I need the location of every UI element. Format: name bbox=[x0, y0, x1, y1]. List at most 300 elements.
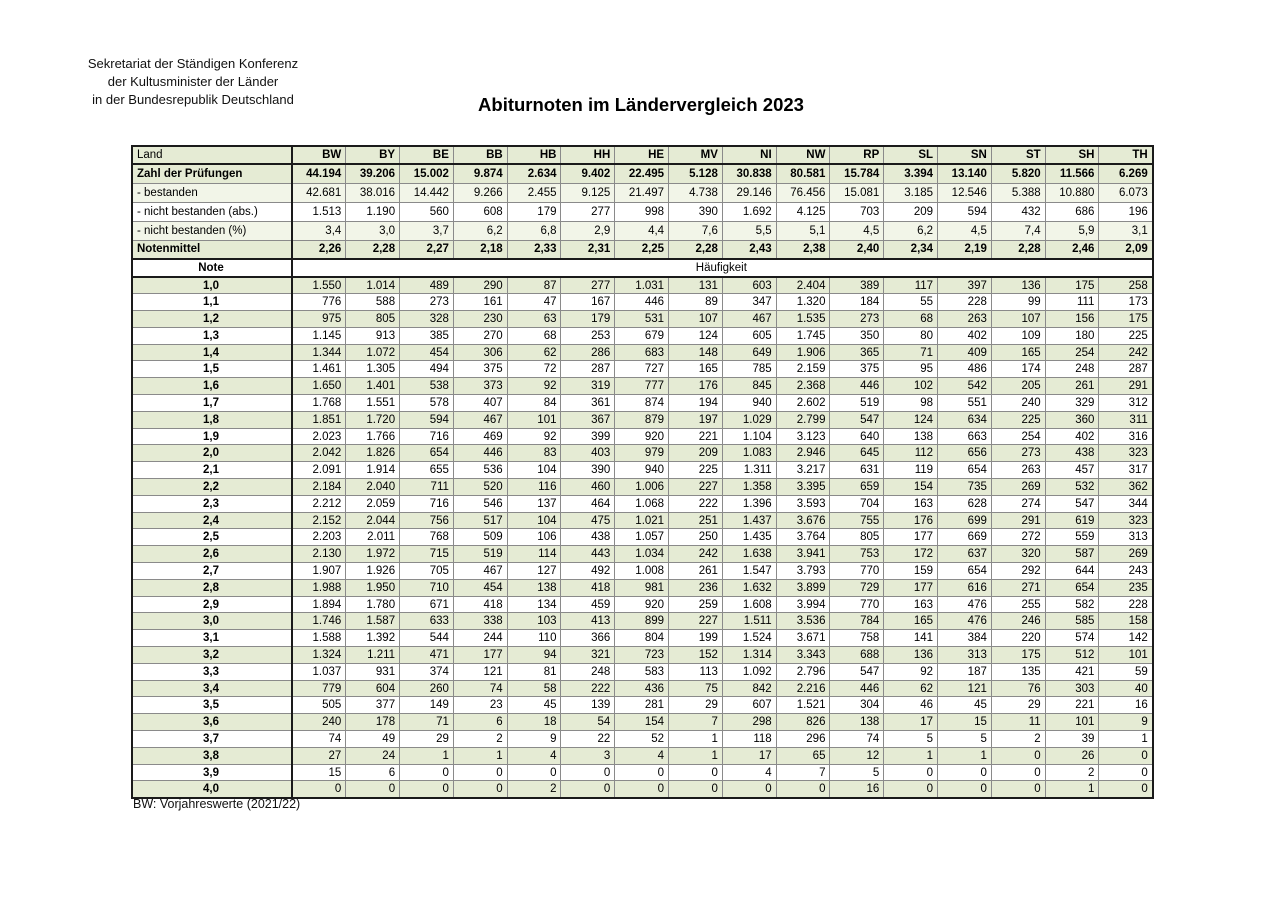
summary-value-nw: 5,1 bbox=[776, 221, 830, 240]
grade-value-by: 2.040 bbox=[346, 479, 400, 496]
grade-value-th: 1 bbox=[1099, 731, 1153, 748]
grade-value-bw: 1.588 bbox=[292, 630, 346, 647]
grade-value-hh: 361 bbox=[561, 395, 615, 412]
grade-value-sn: 628 bbox=[938, 495, 992, 512]
grade-value-st: 291 bbox=[991, 512, 1045, 529]
grade-value-th: 323 bbox=[1099, 445, 1153, 462]
summary-label: - nicht bestanden (%) bbox=[132, 221, 292, 240]
grade-value-ni: 1.437 bbox=[722, 512, 776, 529]
summary-value-hb: 2.634 bbox=[507, 164, 561, 183]
grade-row bbox=[132, 714, 1153, 731]
grade-value-by: 2.011 bbox=[346, 529, 400, 546]
grade-value-hb: 18 bbox=[507, 714, 561, 731]
grade-row bbox=[132, 647, 1153, 664]
grade-value-rp: 389 bbox=[830, 277, 884, 294]
summary-value-th: 6.073 bbox=[1099, 183, 1153, 202]
grade-value-st: 274 bbox=[991, 495, 1045, 512]
grade-note-cell: 2,1 bbox=[132, 462, 292, 479]
grade-value-sn: 542 bbox=[938, 378, 992, 395]
grade-value-st: 255 bbox=[991, 596, 1045, 613]
grade-value-sl: 177 bbox=[884, 579, 938, 596]
grade-note-cell: 3,8 bbox=[132, 747, 292, 764]
grade-value-st: 0 bbox=[991, 764, 1045, 781]
grade-value-bw: 1.894 bbox=[292, 596, 346, 613]
grade-value-bw: 2.184 bbox=[292, 479, 346, 496]
summary-value-hh: 9.125 bbox=[561, 183, 615, 202]
grade-note-cell: 1,3 bbox=[132, 327, 292, 344]
grade-value-rp: 805 bbox=[830, 529, 884, 546]
grade-value-ni: 1.524 bbox=[722, 630, 776, 647]
grade-row bbox=[132, 327, 1153, 344]
grade-value-nw: 3.671 bbox=[776, 630, 830, 647]
grade-value-bb: 520 bbox=[453, 479, 507, 496]
summary-label: Zahl der Prüfungen bbox=[132, 164, 292, 183]
grade-value-rp: 784 bbox=[830, 613, 884, 630]
grade-value-bw: 2.130 bbox=[292, 546, 346, 563]
summary-value-sn: 4,5 bbox=[938, 221, 992, 240]
grade-value-rp: 755 bbox=[830, 512, 884, 529]
grade-value-bb: 509 bbox=[453, 529, 507, 546]
grade-value-nw: 1.535 bbox=[776, 311, 830, 328]
grade-value-st: 269 bbox=[991, 479, 1045, 496]
grade-value-he: 0 bbox=[615, 781, 669, 798]
grade-value-mv: 199 bbox=[669, 630, 723, 647]
summary-value-rp: 703 bbox=[830, 202, 884, 221]
grade-row bbox=[132, 495, 1153, 512]
grade-note-cell: 3,9 bbox=[132, 764, 292, 781]
grade-value-sn: 551 bbox=[938, 395, 992, 412]
summary-value-be: 15.002 bbox=[400, 164, 454, 183]
grade-value-ni: 4 bbox=[722, 764, 776, 781]
grade-value-bw: 2.152 bbox=[292, 512, 346, 529]
grade-value-bb: 23 bbox=[453, 697, 507, 714]
summary-value-by: 38.016 bbox=[346, 183, 400, 202]
grade-value-sh: 101 bbox=[1045, 714, 1099, 731]
grade-value-rp: 547 bbox=[830, 663, 884, 680]
grade-value-he: 436 bbox=[615, 680, 669, 697]
grade-value-sl: 124 bbox=[884, 411, 938, 428]
grade-value-by: 6 bbox=[346, 764, 400, 781]
grade-value-bb: 546 bbox=[453, 495, 507, 512]
grade-value-nw: 7 bbox=[776, 764, 830, 781]
grade-value-he: 1.008 bbox=[615, 563, 669, 580]
grade-row bbox=[132, 445, 1153, 462]
grade-value-sh: 619 bbox=[1045, 512, 1099, 529]
grade-value-he: 899 bbox=[615, 613, 669, 630]
grade-value-bw: 1.650 bbox=[292, 378, 346, 395]
grade-value-be: 260 bbox=[400, 680, 454, 697]
grade-row bbox=[132, 361, 1153, 378]
grade-note-cell: 1,8 bbox=[132, 411, 292, 428]
grade-note-cell: 3,2 bbox=[132, 647, 292, 664]
grade-value-bb: 74 bbox=[453, 680, 507, 697]
grade-value-ni: 1.396 bbox=[722, 495, 776, 512]
grade-value-sl: 141 bbox=[884, 630, 938, 647]
grade-value-sn: 187 bbox=[938, 663, 992, 680]
grade-value-sn: 0 bbox=[938, 764, 992, 781]
grade-row bbox=[132, 311, 1153, 328]
grade-value-sh: 26 bbox=[1045, 747, 1099, 764]
grade-value-sn: 476 bbox=[938, 596, 992, 613]
grade-value-sl: 163 bbox=[884, 596, 938, 613]
grade-value-be: 768 bbox=[400, 529, 454, 546]
grade-value-bb: 467 bbox=[453, 563, 507, 580]
summary-value-bb: 9.874 bbox=[453, 164, 507, 183]
grade-value-nw: 2.796 bbox=[776, 663, 830, 680]
grade-value-ni: 1.632 bbox=[722, 579, 776, 596]
summary-value-mv: 4.738 bbox=[669, 183, 723, 202]
grade-value-sh: 329 bbox=[1045, 395, 1099, 412]
grade-value-hh: 464 bbox=[561, 495, 615, 512]
grade-value-sl: 80 bbox=[884, 327, 938, 344]
grade-value-hh: 390 bbox=[561, 462, 615, 479]
grade-note-cell: 3,1 bbox=[132, 630, 292, 647]
grade-value-rp: 5 bbox=[830, 764, 884, 781]
summary-value-sl: 6,2 bbox=[884, 221, 938, 240]
grade-value-he: 531 bbox=[615, 311, 669, 328]
grade-value-rp: 645 bbox=[830, 445, 884, 462]
grade-value-sl: 17 bbox=[884, 714, 938, 731]
grade-row bbox=[132, 512, 1153, 529]
grade-value-rp: 640 bbox=[830, 428, 884, 445]
grade-note-cell: 3,5 bbox=[132, 697, 292, 714]
grade-value-ni: 298 bbox=[722, 714, 776, 731]
grade-note-cell: 2,7 bbox=[132, 563, 292, 580]
grade-value-sh: 175 bbox=[1045, 277, 1099, 294]
summary-value-rp: 15.081 bbox=[830, 183, 884, 202]
grade-value-nw: 3.536 bbox=[776, 613, 830, 630]
summary-value-bw: 44.194 bbox=[292, 164, 346, 183]
summary-value-by: 39.206 bbox=[346, 164, 400, 183]
grade-value-rp: 304 bbox=[830, 697, 884, 714]
state-header-nw: NW bbox=[776, 146, 830, 164]
summary-value-he: 21.497 bbox=[615, 183, 669, 202]
grade-row bbox=[132, 663, 1153, 680]
grade-value-st: 107 bbox=[991, 311, 1045, 328]
grade-row bbox=[132, 428, 1153, 445]
summary-value-be: 14.442 bbox=[400, 183, 454, 202]
summary-value-sh: 2,46 bbox=[1045, 240, 1099, 259]
grade-value-ni: 1.104 bbox=[722, 428, 776, 445]
summary-row bbox=[132, 183, 1153, 202]
grade-value-st: 240 bbox=[991, 395, 1045, 412]
grade-value-st: 2 bbox=[991, 731, 1045, 748]
grade-value-th: 311 bbox=[1099, 411, 1153, 428]
grade-value-mv: 250 bbox=[669, 529, 723, 546]
grade-value-nw: 2.404 bbox=[776, 277, 830, 294]
grade-row bbox=[132, 378, 1153, 395]
grade-value-bb: 517 bbox=[453, 512, 507, 529]
grade-row bbox=[132, 462, 1153, 479]
grade-value-be: 544 bbox=[400, 630, 454, 647]
grade-value-he: 979 bbox=[615, 445, 669, 462]
grade-value-nw: 2.368 bbox=[776, 378, 830, 395]
grade-value-hh: 54 bbox=[561, 714, 615, 731]
grade-value-be: 671 bbox=[400, 596, 454, 613]
grade-value-bb: 0 bbox=[453, 764, 507, 781]
grade-value-bw: 1.344 bbox=[292, 344, 346, 361]
grade-value-sn: 1 bbox=[938, 747, 992, 764]
grade-value-sh: 39 bbox=[1045, 731, 1099, 748]
grade-value-bw: 1.907 bbox=[292, 563, 346, 580]
grade-value-sl: 68 bbox=[884, 311, 938, 328]
grade-value-nw: 3.343 bbox=[776, 647, 830, 664]
grade-value-th: 228 bbox=[1099, 596, 1153, 613]
grade-value-st: 175 bbox=[991, 647, 1045, 664]
grade-value-hh: 399 bbox=[561, 428, 615, 445]
grade-value-bw: 1.461 bbox=[292, 361, 346, 378]
grade-value-sh: 644 bbox=[1045, 563, 1099, 580]
grade-value-hb: 137 bbox=[507, 495, 561, 512]
grade-value-sl: 165 bbox=[884, 613, 938, 630]
grade-value-bb: 519 bbox=[453, 546, 507, 563]
grade-value-th: 40 bbox=[1099, 680, 1153, 697]
grade-value-mv: 209 bbox=[669, 445, 723, 462]
grade-value-he: 446 bbox=[615, 294, 669, 311]
grade-value-st: 135 bbox=[991, 663, 1045, 680]
summary-value-hb: 2.455 bbox=[507, 183, 561, 202]
grade-value-bw: 776 bbox=[292, 294, 346, 311]
grade-row bbox=[132, 529, 1153, 546]
grade-value-sn: 45 bbox=[938, 697, 992, 714]
note-haeufigkeit-row bbox=[132, 259, 1153, 277]
grade-value-mv: 29 bbox=[669, 697, 723, 714]
grade-value-rp: 753 bbox=[830, 546, 884, 563]
grade-value-mv: 222 bbox=[669, 495, 723, 512]
grade-value-sh: 248 bbox=[1045, 361, 1099, 378]
grade-value-by: 1.014 bbox=[346, 277, 400, 294]
grade-value-bw: 74 bbox=[292, 731, 346, 748]
grade-value-nw: 2.216 bbox=[776, 680, 830, 697]
grade-value-he: 1.057 bbox=[615, 529, 669, 546]
grade-value-mv: 261 bbox=[669, 563, 723, 580]
summary-value-hh: 9.402 bbox=[561, 164, 615, 183]
summary-value-nw: 76.456 bbox=[776, 183, 830, 202]
grade-value-ni: 649 bbox=[722, 344, 776, 361]
summary-label: Notenmittel bbox=[132, 240, 292, 259]
grade-value-sh: 532 bbox=[1045, 479, 1099, 496]
grade-value-be: 1 bbox=[400, 747, 454, 764]
org-address bbox=[62, 55, 324, 109]
grade-value-rp: 758 bbox=[830, 630, 884, 647]
grade-value-he: 679 bbox=[615, 327, 669, 344]
grade-note-cell: 2,4 bbox=[132, 512, 292, 529]
grade-value-by: 1.720 bbox=[346, 411, 400, 428]
grade-value-he: 879 bbox=[615, 411, 669, 428]
grade-value-ni: 1.435 bbox=[722, 529, 776, 546]
grade-value-nw: 3.593 bbox=[776, 495, 830, 512]
summary-value-bw: 2,26 bbox=[292, 240, 346, 259]
grade-value-nw: 296 bbox=[776, 731, 830, 748]
grade-row bbox=[132, 613, 1153, 630]
summary-value-hb: 179 bbox=[507, 202, 561, 221]
grade-value-hh: 286 bbox=[561, 344, 615, 361]
grade-value-sh: 585 bbox=[1045, 613, 1099, 630]
grade-value-mv: 1 bbox=[669, 731, 723, 748]
grade-value-be: 385 bbox=[400, 327, 454, 344]
grade-value-bb: 536 bbox=[453, 462, 507, 479]
grade-value-sh: 559 bbox=[1045, 529, 1099, 546]
grade-value-hb: 92 bbox=[507, 428, 561, 445]
grade-value-th: 175 bbox=[1099, 311, 1153, 328]
grade-note-cell: 4,0 bbox=[132, 781, 292, 798]
grade-value-rp: 770 bbox=[830, 563, 884, 580]
summary-value-by: 2,28 bbox=[346, 240, 400, 259]
summary-value-ni: 2,43 bbox=[722, 240, 776, 259]
grade-value-bb: 2 bbox=[453, 731, 507, 748]
grade-value-sn: 476 bbox=[938, 613, 992, 630]
grade-value-bb: 177 bbox=[453, 647, 507, 664]
grade-value-by: 588 bbox=[346, 294, 400, 311]
grade-note-cell: 3,3 bbox=[132, 663, 292, 680]
grade-value-sh: 360 bbox=[1045, 411, 1099, 428]
grade-value-st: 136 bbox=[991, 277, 1045, 294]
summary-value-hb: 2,33 bbox=[507, 240, 561, 259]
grade-value-be: 374 bbox=[400, 663, 454, 680]
grade-value-sh: 261 bbox=[1045, 378, 1099, 395]
grade-value-hh: 287 bbox=[561, 361, 615, 378]
summary-value-th: 196 bbox=[1099, 202, 1153, 221]
grade-value-by: 1.972 bbox=[346, 546, 400, 563]
grade-value-sn: 654 bbox=[938, 462, 992, 479]
grade-value-bb: 454 bbox=[453, 579, 507, 596]
grade-value-ni: 1.638 bbox=[722, 546, 776, 563]
grade-value-rp: 704 bbox=[830, 495, 884, 512]
grade-value-sh: 438 bbox=[1045, 445, 1099, 462]
summary-value-sl: 2,34 bbox=[884, 240, 938, 259]
grade-value-by: 1.072 bbox=[346, 344, 400, 361]
grade-row bbox=[132, 563, 1153, 580]
grade-value-sn: 663 bbox=[938, 428, 992, 445]
state-header-sh: SH bbox=[1045, 146, 1099, 164]
summary-value-sl: 3.394 bbox=[884, 164, 938, 183]
summary-value-st: 7,4 bbox=[991, 221, 1045, 240]
grade-value-th: 344 bbox=[1099, 495, 1153, 512]
summary-value-rp: 2,40 bbox=[830, 240, 884, 259]
state-header-hh: HH bbox=[561, 146, 615, 164]
grade-value-he: 1.006 bbox=[615, 479, 669, 496]
grade-value-hh: 413 bbox=[561, 613, 615, 630]
grade-value-th: 59 bbox=[1099, 663, 1153, 680]
grade-value-sl: 154 bbox=[884, 479, 938, 496]
summary-value-st: 5.388 bbox=[991, 183, 1045, 202]
grade-value-hb: 63 bbox=[507, 311, 561, 328]
grade-value-be: 273 bbox=[400, 294, 454, 311]
grade-value-sn: 486 bbox=[938, 361, 992, 378]
grade-value-th: 101 bbox=[1099, 647, 1153, 664]
grade-value-ni: 1.092 bbox=[722, 663, 776, 680]
grade-value-hh: 0 bbox=[561, 781, 615, 798]
grade-value-th: 142 bbox=[1099, 630, 1153, 647]
grade-value-bw: 1.145 bbox=[292, 327, 346, 344]
org-line-1: Sekretariat der Ständigen Konferenz bbox=[87, 56, 299, 71]
grade-value-bb: 418 bbox=[453, 596, 507, 613]
summary-value-he: 4,4 bbox=[615, 221, 669, 240]
grade-value-ni: 605 bbox=[722, 327, 776, 344]
grade-note-cell: 3,4 bbox=[132, 680, 292, 697]
grade-row bbox=[132, 546, 1153, 563]
grade-value-by: 931 bbox=[346, 663, 400, 680]
grade-value-ni: 467 bbox=[722, 311, 776, 328]
grade-value-hh: 321 bbox=[561, 647, 615, 664]
grade-value-sn: 397 bbox=[938, 277, 992, 294]
grade-value-bb: 306 bbox=[453, 344, 507, 361]
grade-value-sl: 159 bbox=[884, 563, 938, 580]
page-title: Abiturnoten im Ländervergleich 2023 bbox=[478, 94, 804, 115]
summary-value-mv: 5.128 bbox=[669, 164, 723, 183]
summary-value-by: 1.190 bbox=[346, 202, 400, 221]
grade-value-st: 320 bbox=[991, 546, 1045, 563]
grade-value-th: 243 bbox=[1099, 563, 1153, 580]
summary-value-th: 3,1 bbox=[1099, 221, 1153, 240]
grade-value-nw: 1.320 bbox=[776, 294, 830, 311]
summary-row bbox=[132, 221, 1153, 240]
grade-value-hb: 101 bbox=[507, 411, 561, 428]
grade-value-be: 711 bbox=[400, 479, 454, 496]
grade-value-by: 1.392 bbox=[346, 630, 400, 647]
summary-value-sl: 3.185 bbox=[884, 183, 938, 202]
grade-value-sl: 112 bbox=[884, 445, 938, 462]
grade-row bbox=[132, 781, 1153, 798]
grade-value-hh: 366 bbox=[561, 630, 615, 647]
summary-value-sn: 13.140 bbox=[938, 164, 992, 183]
summary-value-rp: 15.784 bbox=[830, 164, 884, 183]
summary-value-sn: 2,19 bbox=[938, 240, 992, 259]
grade-value-mv: 227 bbox=[669, 479, 723, 496]
grade-value-by: 1.926 bbox=[346, 563, 400, 580]
grade-value-sl: 71 bbox=[884, 344, 938, 361]
grade-value-hh: 0 bbox=[561, 764, 615, 781]
grade-value-hb: 45 bbox=[507, 697, 561, 714]
grade-value-st: 263 bbox=[991, 462, 1045, 479]
grade-value-be: 633 bbox=[400, 613, 454, 630]
grade-value-bb: 121 bbox=[453, 663, 507, 680]
grade-value-bw: 1.746 bbox=[292, 613, 346, 630]
grade-value-hb: 103 bbox=[507, 613, 561, 630]
grade-value-mv: 152 bbox=[669, 647, 723, 664]
grade-value-bb: 446 bbox=[453, 445, 507, 462]
grade-value-ni: 17 bbox=[722, 747, 776, 764]
grade-value-nw: 3.899 bbox=[776, 579, 830, 596]
grade-value-sn: 15 bbox=[938, 714, 992, 731]
grade-row bbox=[132, 764, 1153, 781]
corner-label-land: Land bbox=[132, 146, 292, 164]
grade-value-sh: 180 bbox=[1045, 327, 1099, 344]
summary-value-sn: 12.546 bbox=[938, 183, 992, 202]
summary-value-be: 2,27 bbox=[400, 240, 454, 259]
grade-value-by: 1.950 bbox=[346, 579, 400, 596]
grade-value-nw: 3.793 bbox=[776, 563, 830, 580]
grade-value-by: 1.914 bbox=[346, 462, 400, 479]
grade-value-he: 804 bbox=[615, 630, 669, 647]
grade-value-hh: 443 bbox=[561, 546, 615, 563]
grade-value-st: 225 bbox=[991, 411, 1045, 428]
grade-value-bw: 1.768 bbox=[292, 395, 346, 412]
grade-value-sn: 409 bbox=[938, 344, 992, 361]
grade-value-sh: 1 bbox=[1045, 781, 1099, 798]
grade-value-bw: 2.212 bbox=[292, 495, 346, 512]
grade-value-sn: 735 bbox=[938, 479, 992, 496]
grade-value-mv: 0 bbox=[669, 764, 723, 781]
grade-value-sh: 457 bbox=[1045, 462, 1099, 479]
grade-note-cell: 3,7 bbox=[132, 731, 292, 748]
grade-value-mv: 194 bbox=[669, 395, 723, 412]
grade-value-sh: 2 bbox=[1045, 764, 1099, 781]
grade-value-mv: 176 bbox=[669, 378, 723, 395]
grade-value-by: 1.401 bbox=[346, 378, 400, 395]
summary-value-ni: 29.146 bbox=[722, 183, 776, 202]
grade-value-mv: 0 bbox=[669, 781, 723, 798]
